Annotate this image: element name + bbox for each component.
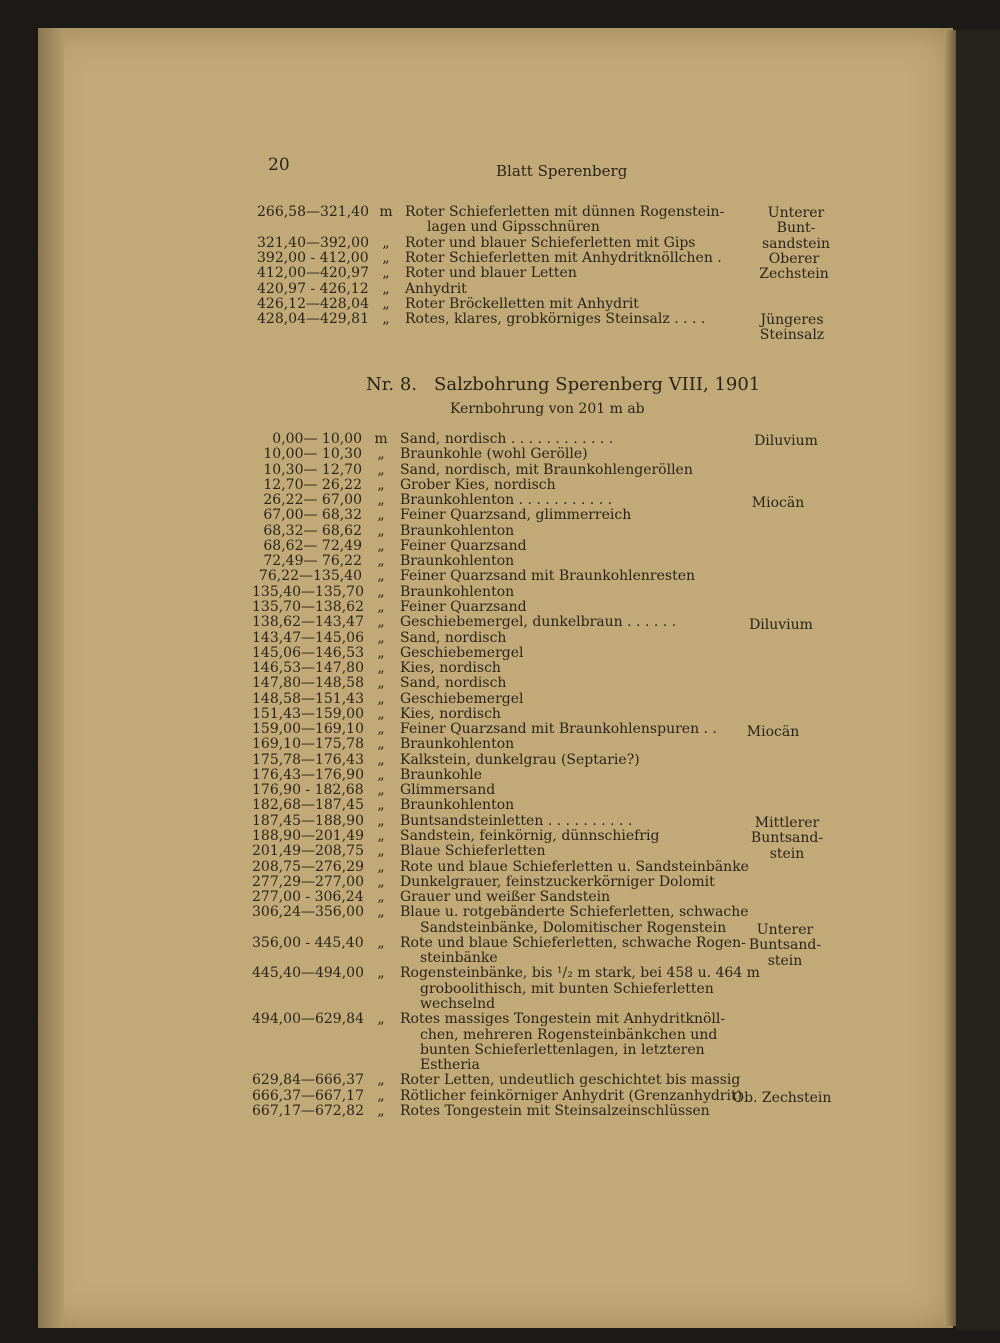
description-line: Grauer und weißer Sandstein [400, 889, 611, 905]
depth-range: 412,00—420,97 [257, 265, 369, 281]
description-line: Roter und blauer Letten [405, 265, 577, 281]
description-line: Feiner Quarzsand [400, 599, 527, 615]
depth-range: 188,90—201,49 [252, 828, 364, 844]
description-line: Kies, nordisch [400, 660, 501, 676]
depth-range: 277,00 - 306,24 [252, 889, 364, 905]
description-line: Sand, nordisch [400, 630, 507, 646]
depth-range: 176,90 - 182,68 [252, 782, 364, 798]
depth-range: 12,70— 26,22 [263, 477, 362, 493]
unit-mark: „ [377, 492, 385, 508]
description-line: Braunkohle [400, 767, 483, 783]
depth-range: 176,43—176,90 [252, 767, 364, 783]
unit-mark: „ [377, 828, 385, 844]
depth-range: 306,24—356,00 [252, 904, 364, 920]
table-row [0, 600, 1000, 615]
unit-mark: „ [382, 281, 390, 297]
description-line: Estheria [420, 1057, 480, 1073]
unit-mark: „ [377, 630, 385, 646]
table-row [0, 1012, 1000, 1027]
unit-mark: m [379, 204, 393, 220]
table-row [0, 982, 1000, 997]
table-row [0, 722, 1000, 737]
depth-range: 67,00— 68,32 [263, 507, 362, 523]
table-row [0, 890, 1000, 905]
table-row [0, 569, 1000, 584]
depth-range: 208,75—276,29 [252, 859, 364, 875]
table-row [0, 1028, 1000, 1043]
unit-mark: „ [377, 1088, 385, 1104]
section-subtitle: Kernbohrung von 201 m ab [450, 401, 645, 417]
table-row [0, 753, 1000, 768]
description-line: Anhydrit [405, 281, 467, 297]
depth-range: 138,62—143,47 [252, 614, 364, 630]
description-line: Buntsandsteinletten . . . . . . . . . . [400, 813, 633, 829]
unit-mark: „ [377, 446, 385, 462]
unit-mark: „ [377, 889, 385, 905]
unit-mark: „ [377, 706, 385, 722]
description-line: lagen und Gipsschnüren [427, 219, 600, 235]
table-row [0, 493, 1000, 508]
unit-mark: „ [377, 859, 385, 875]
unit-mark: „ [382, 296, 390, 312]
section-title: Salzbohrung Sperenberg VIII, 1901 [434, 374, 761, 395]
unit-mark: „ [377, 568, 385, 584]
stratigraphy-label: Diluvium [754, 433, 818, 449]
stratigraphy-label: Mittlerer [754, 815, 820, 831]
description-line: bunten Schieferlettenlagen, in letzteren [420, 1042, 705, 1058]
description-line: Rote und blaue Schieferletten u. Sandsteinbänke [400, 859, 749, 875]
depth-range: 76,22—135,40 [258, 568, 362, 584]
depth-range: 135,70—138,62 [252, 599, 364, 615]
description-line: Blaue Schieferletten [400, 843, 546, 859]
description-line: Rote und blaue Schieferletten, schwache Rogen- [400, 935, 746, 951]
description-line: Roter Letten, undeutlich geschichtet bis massig [400, 1072, 741, 1088]
section-number: Nr. 8. [366, 374, 417, 395]
table-row [0, 478, 1000, 493]
table-row [0, 524, 1000, 539]
table-row [0, 692, 1000, 707]
description-line: Braunkohlenton . . . . . . . . . . . [400, 492, 613, 508]
depth-range: 277,29—277,00 [252, 874, 364, 890]
stratigraphy-label: Buntsand- [750, 830, 824, 846]
depth-range: 182,68—187,45 [252, 797, 364, 813]
description-line: Braunkohlenton [400, 523, 515, 539]
table-row [0, 631, 1000, 646]
stratigraphy-label: Zechstein [759, 266, 829, 282]
table-row [0, 707, 1000, 722]
unit-mark: „ [377, 691, 385, 707]
unit-mark: „ [377, 462, 385, 478]
depth-range: 169,10—175,78 [252, 736, 364, 752]
unit-mark: „ [377, 645, 385, 661]
description-line: Roter Schieferletten mit Anhydritknöllchen . [405, 250, 722, 266]
unit-mark: „ [377, 874, 385, 890]
description-line: Rotes Tongestein mit Steinsalzeinschlüssen [400, 1103, 710, 1119]
unit-mark: „ [377, 935, 385, 951]
description-line: Geschiebemergel, dunkelbraun . . . . . . [400, 614, 677, 630]
depth-range: 266,58—321,40 [257, 204, 369, 220]
description-line: Blaue u. rotgebänderte Schieferletten, schwache [400, 904, 749, 920]
table-row [0, 783, 1000, 798]
description-line: Sandstein, feinkörnig, dünnschiefrig [400, 828, 660, 844]
table-row [0, 798, 1000, 813]
unit-mark: „ [377, 614, 385, 630]
stratigraphy-label: Ob. Zechstein [732, 1090, 832, 1106]
description-line: Sand, nordisch, mit Braunkohlengeröllen [400, 462, 693, 478]
depth-range: 135,40—135,70 [252, 584, 364, 600]
description-line: steinbänke [420, 950, 498, 966]
stratigraphy-label: Jüngeres [760, 312, 824, 328]
table-row [0, 1043, 1000, 1058]
depth-range: 10,00— 10,30 [263, 446, 362, 462]
table-row [0, 1058, 1000, 1073]
stratigraphy-label: Steinsalz [759, 327, 825, 343]
table-row [0, 463, 1000, 478]
stratigraphy-label: stein [769, 846, 805, 862]
unit-mark: „ [382, 250, 390, 266]
unit-mark: „ [377, 523, 385, 539]
description-line: Feiner Quarzsand [400, 538, 527, 554]
stratigraphy-label: Unterer [756, 922, 814, 938]
description-line: Rotes, klares, grobkörniges Steinsalz . . . . [405, 311, 706, 327]
table-row [0, 844, 1000, 859]
description-line: Feiner Quarzsand mit Braunkohlenresten [400, 568, 696, 584]
description-line: Sand, nordisch . . . . . . . . . . . . [400, 431, 614, 447]
description-line: Rogensteinbänke, bis ¹/₂ m stark, bei 458 u. 464 m [400, 965, 760, 981]
stratigraphy-label: stein [767, 953, 803, 969]
table-row [0, 936, 1000, 951]
depth-range: 175,78—176,43 [252, 752, 364, 768]
description-line: Dunkelgrauer, feinstzuckerkörniger Dolomit [400, 874, 715, 890]
unit-mark: „ [377, 660, 385, 676]
unit-mark: „ [382, 235, 390, 251]
description-line: Roter Schieferletten mit dünnen Rogenstein- [405, 204, 725, 220]
table-row [0, 1104, 1000, 1119]
unit-mark: „ [377, 813, 385, 829]
description-line: Glimmersand [400, 782, 496, 798]
table-row [0, 646, 1000, 661]
unit-mark: „ [377, 752, 385, 768]
description-line: Kalkstein, dunkelgrau (Septarie?) [400, 752, 640, 768]
depth-range: 146,53—147,80 [252, 660, 364, 676]
stratigraphy-label: Diluvium [749, 617, 813, 633]
stratigraphy-label: Unterer [767, 205, 825, 221]
unit-mark: „ [377, 736, 385, 752]
page-number: 20 [268, 155, 290, 175]
depth-range: 392,00 - 412,00 [257, 250, 369, 266]
unit-mark: „ [377, 843, 385, 859]
table-row [0, 282, 1000, 297]
description-line: Rötlicher feinkörniger Anhydrit (Grenzanhydrit) [400, 1088, 743, 1104]
depth-range: 356,00 - 445,40 [252, 935, 364, 951]
description-line: Feiner Quarzsand, glimmerreich [400, 507, 632, 523]
table-row [0, 508, 1000, 523]
unit-mark: „ [377, 1103, 385, 1119]
table-row [0, 905, 1000, 920]
unit-mark: „ [377, 797, 385, 813]
unit-mark: „ [377, 599, 385, 615]
table-row [0, 1073, 1000, 1088]
description-line: Braunkohlenton [400, 553, 515, 569]
depth-range: 0,00— 10,00 [272, 431, 362, 447]
table-row [0, 875, 1000, 890]
unit-mark: „ [377, 767, 385, 783]
unit-mark: „ [377, 782, 385, 798]
description-line: Braunkohle (wohl Gerölle) [400, 446, 588, 462]
table-row [0, 997, 1000, 1012]
unit-mark: m [374, 431, 388, 447]
description-line: Feiner Quarzsand mit Braunkohlenspuren . . [400, 721, 717, 737]
stratigraphy-label: Miocän [751, 495, 805, 511]
table-row [0, 554, 1000, 569]
table-row [0, 615, 1000, 630]
depth-range: 666,37—667,17 [252, 1088, 364, 1104]
table-row [0, 860, 1000, 875]
depth-range: 145,06—146,53 [252, 645, 364, 661]
description-line: Kies, nordisch [400, 706, 501, 722]
unit-mark: „ [382, 311, 390, 327]
description-line: Rotes massiges Tongestein mit Anhydritknöll- [400, 1011, 726, 1027]
description-line: Braunkohlenton [400, 736, 515, 752]
unit-mark: „ [377, 904, 385, 920]
table-row [0, 447, 1000, 462]
table-row [0, 951, 1000, 966]
description-line: Sand, nordisch [400, 675, 507, 691]
table-row [0, 921, 1000, 936]
description-line: Grober Kies, nordisch [400, 477, 556, 493]
depth-range: 147,80—148,58 [252, 675, 364, 691]
stratigraphy-label: Oberer [768, 251, 820, 267]
description-line: Geschiebemergel [400, 691, 524, 707]
description-line: Roter und blauer Schieferletten mit Gips [405, 235, 696, 251]
depth-range: 26,22— 67,00 [263, 492, 362, 508]
table-row [0, 661, 1000, 676]
unit-mark: „ [377, 477, 385, 493]
depth-range: 321,40—392,00 [257, 235, 369, 251]
table-row [0, 966, 1000, 981]
depth-range: 151,43—159,00 [252, 706, 364, 722]
depth-range: 201,49—208,75 [252, 843, 364, 859]
description-line: wechselnd [420, 996, 496, 1012]
table-row [0, 539, 1000, 554]
depth-range: 428,04—429,81 [257, 311, 369, 327]
unit-mark: „ [377, 538, 385, 554]
description-line: groboolithisch, mit bunten Schieferletten [420, 981, 714, 997]
table-row [0, 737, 1000, 752]
depth-range: 426,12—428,04 [257, 296, 369, 312]
depth-range: 187,45—188,90 [252, 813, 364, 829]
table-row [0, 585, 1000, 600]
unit-mark: „ [382, 265, 390, 281]
table-row [0, 829, 1000, 844]
depth-range: 148,58—151,43 [252, 691, 364, 707]
unit-mark: „ [377, 721, 385, 737]
unit-mark: „ [377, 1011, 385, 1027]
depth-range: 68,62— 72,49 [263, 538, 362, 554]
depth-range: 420,97 - 426,12 [257, 281, 369, 297]
depth-range: 159,00—169,10 [252, 721, 364, 737]
table-row [0, 768, 1000, 783]
depth-range: 445,40—494,00 [252, 965, 364, 981]
stratigraphy-label: Buntsand- [748, 937, 822, 953]
depth-range: 10,30— 12,70 [263, 462, 362, 478]
table-row [0, 814, 1000, 829]
unit-mark: „ [377, 1072, 385, 1088]
unit-mark: „ [377, 584, 385, 600]
description-line: Braunkohlenton [400, 797, 515, 813]
table-row [0, 432, 1000, 447]
depth-range: 72,49— 76,22 [263, 553, 362, 569]
description-line: chen, mehreren Rogensteinbänkchen und [420, 1027, 718, 1043]
stratigraphy-label: Miocän [746, 724, 800, 740]
depth-range: 629,84—666,37 [252, 1072, 364, 1088]
stratigraphy-label: Bunt- [776, 220, 816, 236]
description-line: Roter Bröckelletten mit Anhydrit [405, 296, 639, 312]
table-row [0, 1089, 1000, 1104]
depth-range: 494,00—629,84 [252, 1011, 364, 1027]
depth-range: 143,47—145,06 [252, 630, 364, 646]
depth-range: 667,17—672,82 [252, 1103, 364, 1119]
table-row [0, 297, 1000, 312]
description-line: Braunkohlenton [400, 584, 515, 600]
unit-mark: „ [377, 965, 385, 981]
description-line: Geschiebemergel [400, 645, 524, 661]
unit-mark: „ [377, 675, 385, 691]
unit-mark: „ [377, 507, 385, 523]
running-title: Blatt Sperenberg [496, 162, 628, 180]
table-row [0, 676, 1000, 691]
stratigraphy-label: sandstein [761, 236, 831, 252]
depth-range: 68,32— 68,62 [263, 523, 362, 539]
description-line: Sandsteinbänke, Dolomitischer Rogenstein [420, 920, 727, 936]
unit-mark: „ [377, 553, 385, 569]
